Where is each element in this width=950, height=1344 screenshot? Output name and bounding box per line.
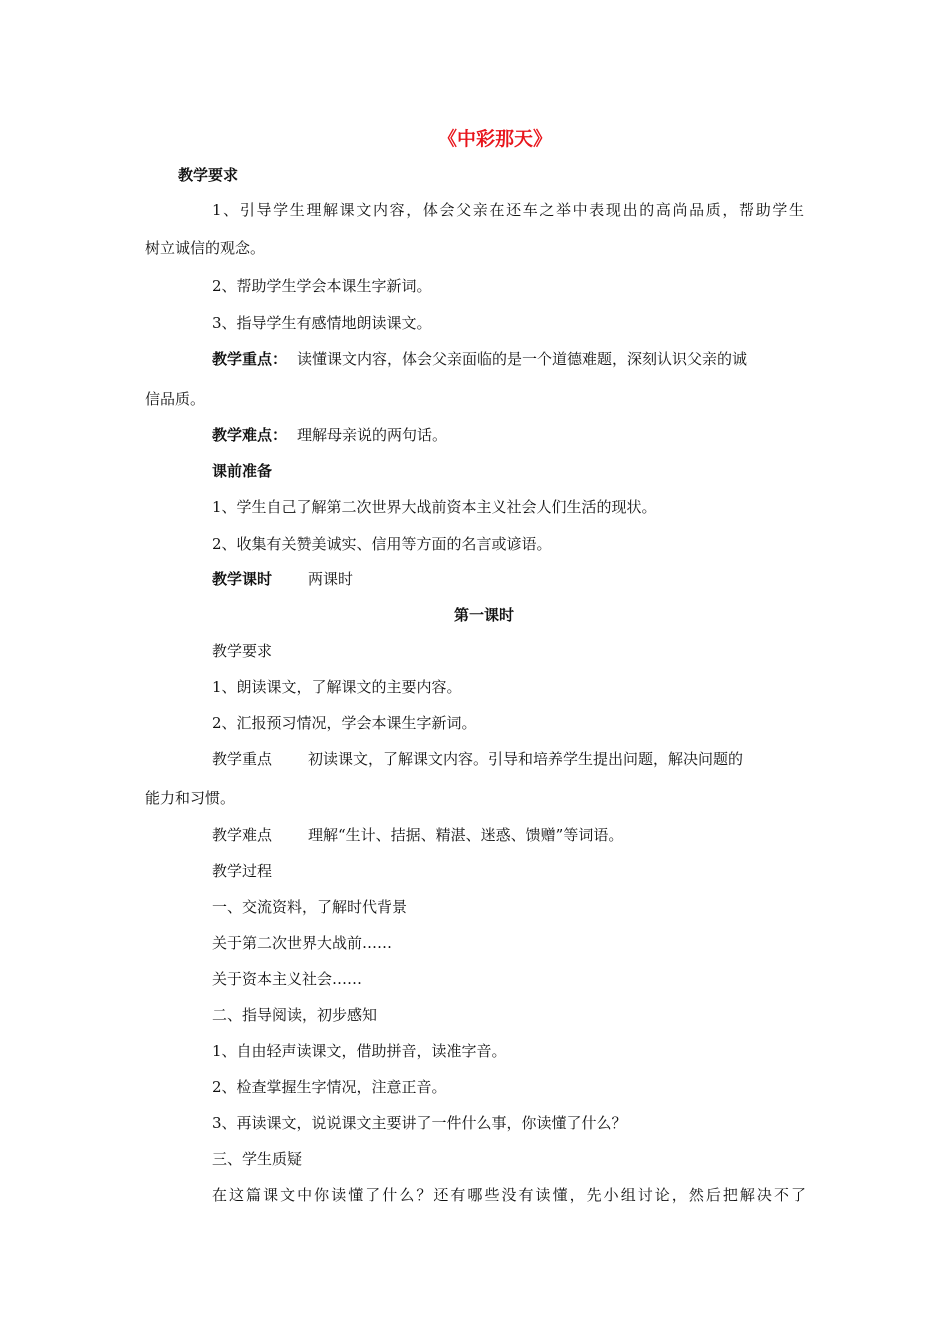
list-item: 2、检查掌握生字情况，注意正音。 bbox=[212, 1078, 447, 1096]
list-item: 2、帮助学生学会本课生字新词。 bbox=[212, 277, 432, 295]
step-heading: 三、学生质疑 bbox=[212, 1150, 303, 1168]
class-hours-text: 两课时 bbox=[308, 570, 354, 588]
lesson-heading: 第一课时 bbox=[454, 606, 515, 624]
key-point-line-lesson bbox=[212, 749, 743, 769]
difficulty-line bbox=[212, 425, 447, 445]
paragraph-line: 1、引导学生理解课文内容，体会父亲在还车之举中表现出的高尚品质，帮助学生 bbox=[212, 201, 804, 219]
section-heading-preparation: 课前准备 bbox=[212, 462, 273, 480]
key-point-line bbox=[212, 349, 747, 369]
paragraph-line: 树立诚信的观念。 bbox=[145, 239, 266, 257]
paragraph-line: 能力和习惯。 bbox=[145, 789, 236, 807]
key-point-label-lesson: 教学重点 bbox=[212, 750, 273, 768]
list-item: 1、学生自己了解第二次世界大战前资本主义社会人们生活的现状。 bbox=[212, 498, 657, 516]
class-hours-line bbox=[212, 569, 353, 589]
subheading: 教学过程 bbox=[212, 862, 273, 880]
list-item: 3、再读课文，说说课文主要讲了一件什么事，你读懂了什么？ bbox=[212, 1114, 627, 1132]
paragraph-line: 信品质。 bbox=[145, 390, 206, 408]
difficulty-line-lesson bbox=[212, 825, 623, 845]
list-item: 1、自由轻声读课文，借助拼音，读准字音。 bbox=[212, 1042, 507, 1060]
key-point-label: 教学重点： bbox=[212, 350, 288, 368]
document-title: 《中彩那天》 bbox=[437, 128, 552, 150]
subheading: 教学要求 bbox=[212, 642, 273, 660]
difficulty-text-lesson: 理解“生计、拮据、精湛、迷惑、馈赠”等词语。 bbox=[308, 826, 624, 844]
difficulty-text: 理解母亲说的两句话。 bbox=[297, 426, 448, 444]
paragraph-line: 关于第二次世界大战前…… bbox=[212, 934, 393, 952]
difficulty-label: 教学难点： bbox=[212, 426, 288, 444]
paragraph-line: 关于资本主义社会…… bbox=[212, 970, 363, 988]
list-item: 3、指导学生有感情地朗读课文。 bbox=[212, 314, 432, 332]
section-heading-teaching-requirements: 教学要求 bbox=[178, 166, 239, 184]
step-heading: 二、指导阅读，初步感知 bbox=[212, 1006, 378, 1024]
list-item: 2、收集有关赞美诚实、信用等方面的名言或谚语。 bbox=[212, 535, 552, 553]
step-heading: 一、交流资料，了解时代背景 bbox=[212, 898, 408, 916]
class-hours-label: 教学课时 bbox=[212, 570, 273, 588]
key-point-text: 读懂课文内容，体会父亲面临的是一个道德难题，深刻认识父亲的诚 bbox=[297, 350, 748, 368]
paragraph-line: 在这篇课文中你读懂了什么？还有哪些没有读懂，先小组讨论，然后把解决不了 bbox=[212, 1186, 806, 1204]
key-point-text-lesson: 初读课文，了解课文内容。引导和培养学生提出问题，解决问题的 bbox=[308, 750, 744, 768]
list-item: 1、朗读课文，了解课文的主要内容。 bbox=[212, 678, 462, 696]
difficulty-label-lesson: 教学难点 bbox=[212, 826, 273, 844]
list-item: 2、汇报预习情况，学会本课生字新词。 bbox=[212, 714, 477, 732]
